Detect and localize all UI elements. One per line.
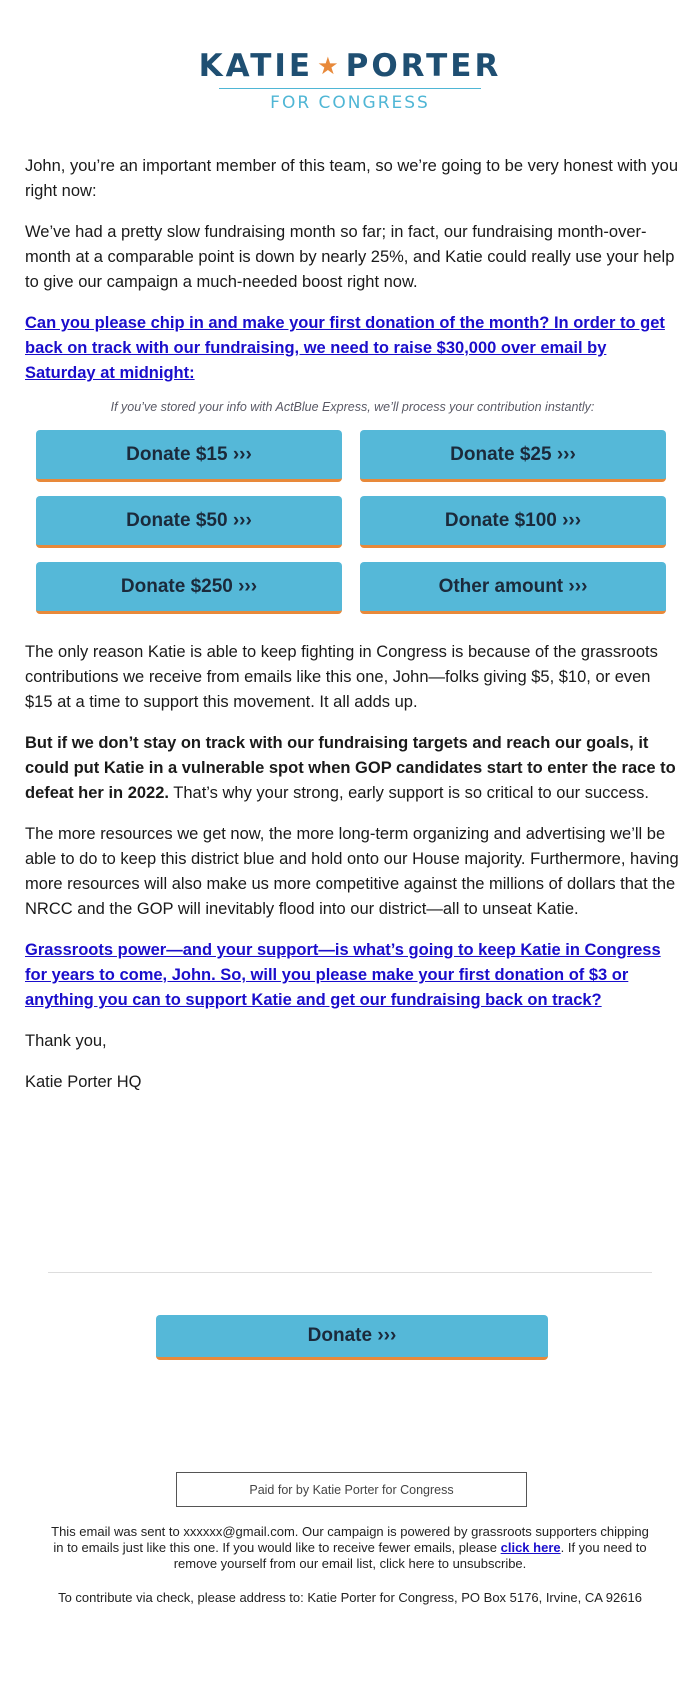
donate-15-button[interactable]: Donate $15 ››› xyxy=(36,430,342,482)
paid-for-disclaimer: Paid for by Katie Porter for Congress xyxy=(176,1472,527,1507)
donate-50-button[interactable]: Donate $50 ››› xyxy=(36,496,342,548)
warning-paragraph xyxy=(25,731,680,806)
email-body xyxy=(25,154,680,1111)
warning-bold-text: But if we don’t stay on track with our fundraising targets and reach our goals, it could put Katie in a vulnerable spot when GOP candidates start to enter the race to defeat her in 2022. xyxy=(25,734,676,802)
closing-donation-link[interactable]: Grassroots power—and your support—is what’s going to keep Katie in Congress for years to come, John. So, will you please make your first donation of $3 or anything you can to support Katie and get our fundraising back on track? xyxy=(25,941,661,1009)
footer-sent-to-text xyxy=(50,1524,650,1572)
grassroots-paragraph: The only reason Katie is able to keep fighting in Congress is because of the grassroots contributions we receive from emails like this one, John—folks giving $5, $10, or even $15 at a time to support this movement. It all adds up. xyxy=(25,643,658,711)
donate-100-button[interactable]: Donate $100 ››› xyxy=(360,496,666,548)
donate-button-grid xyxy=(36,430,666,614)
logo-last-name: PORTER xyxy=(345,48,502,84)
donate-250-button[interactable]: Donate $250 ››› xyxy=(36,562,342,614)
footer-check-address: To contribute via check, please address to: Katie Porter for Congress, PO Box 5176, Irvine, CA 92616 xyxy=(58,1590,642,1605)
resources-paragraph: The more resources we get now, the more long-term organizing and advertising we’ll be able to do to keep this district blue and hold onto our House majority. Furthermore, having more resources will also make us more competitive against the millions of dollars that the NRCC and the GOP will inevitably flood into our district—all to unseat Katie. xyxy=(25,825,679,918)
fewer-emails-link[interactable]: click here xyxy=(500,1540,561,1555)
logo-subtitle: FOR CONGRESS xyxy=(270,93,430,113)
campaign-logo xyxy=(0,48,700,114)
star-icon: ★ xyxy=(317,52,342,80)
footer-unsubscribe-text: . If you need to remove yourself from our email list, click here to unsubscribe. xyxy=(173,1540,647,1571)
footer-sent-to: This email was sent to xxxxxx@gmail.com. Our campaign is powered by grassroots supporters chipping in to emails just like this one. If you would like to receive fewer emails, please xyxy=(51,1524,649,1555)
donate-25-button[interactable]: Donate $25 ››› xyxy=(360,430,666,482)
intro-paragraph: John, you’re an important member of this team, so we’re going to be very honest with you right now: xyxy=(25,157,678,200)
logo-wordmark xyxy=(199,48,502,84)
footer-donate-button[interactable]: Donate ››› xyxy=(156,1315,548,1360)
ask-donation-link[interactable]: Can you please chip in and make your first donation of the month? In order to get back on track with our fundraising, we need to raise $30,000 over email by Saturday at midnight: xyxy=(25,314,665,382)
actblue-express-note: If you’ve stored your info with ActBlue Express, we’ll process your contribution instantly: xyxy=(110,400,595,414)
warning-rest-text: That’s why your strong, early support is so critical to our success. xyxy=(168,784,649,802)
slow-month-paragraph: We’ve had a pretty slow fundraising month so far; in fact, our fundraising month-over-month at a comparable point is down by nearly 25%, and Katie could really use your help to give our campaign a much-needed boost right now. xyxy=(25,223,675,291)
signature-text: Katie Porter HQ xyxy=(25,1073,142,1091)
thanks-text: Thank you, xyxy=(25,1032,107,1050)
logo-first-name: KATIE xyxy=(198,48,314,84)
donate-other-amount-button[interactable]: Other amount ››› xyxy=(360,562,666,614)
footer-divider xyxy=(48,1272,652,1273)
logo-divider xyxy=(219,88,481,89)
